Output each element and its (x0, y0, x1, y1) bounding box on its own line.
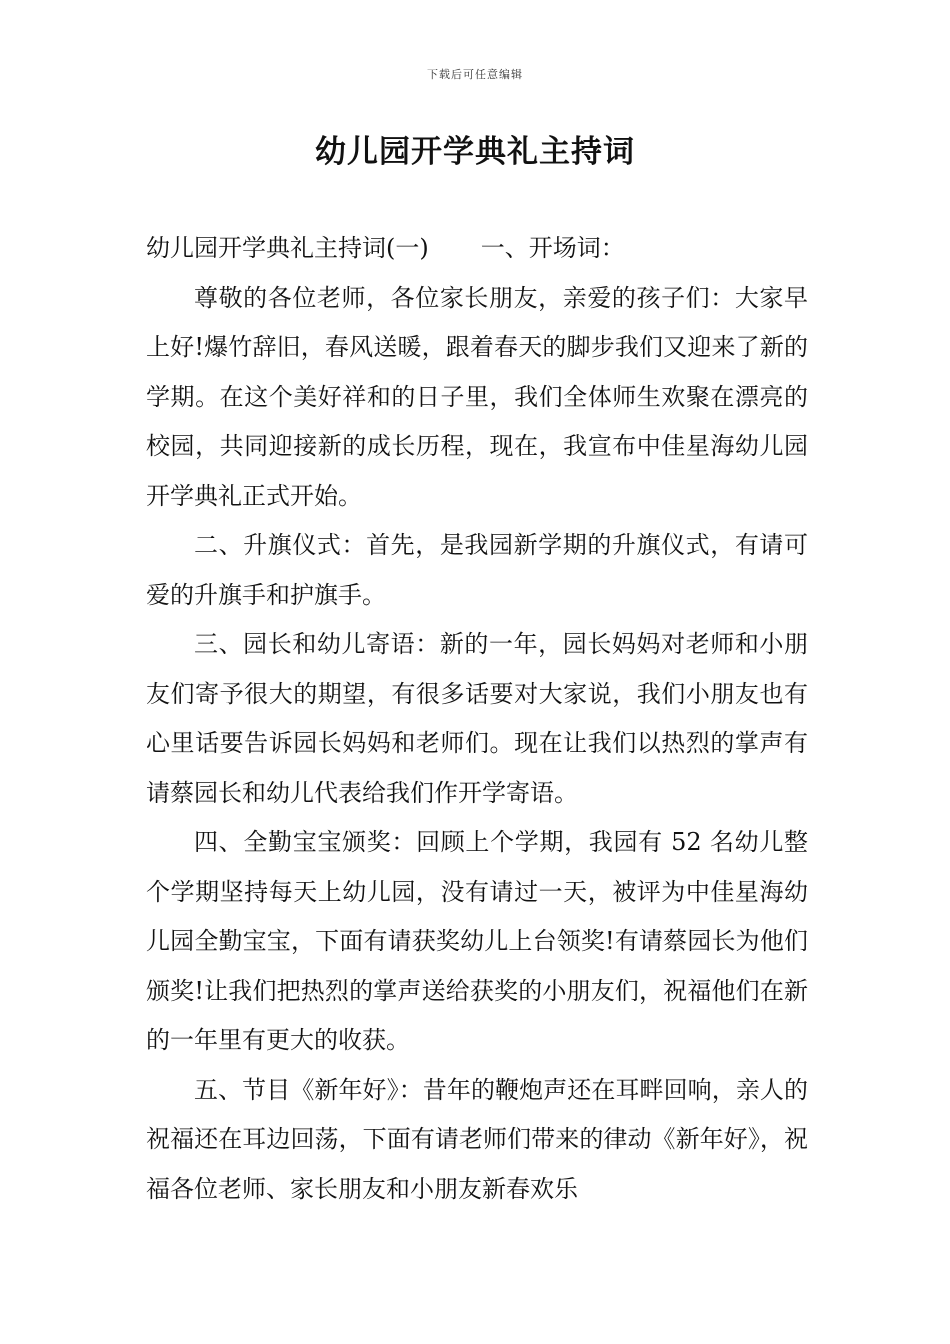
lead-line (146, 224, 808, 274)
paragraph-opening: 尊敬的各位老师，各位家长朋友，亲爱的孩子们：大家早上好!爆竹辞旧，春风送暖，跟着春天的脚步我们又迎来了新的学期。在这个美好祥和的日子里，我们全体师生欢聚在漂亮的校园，共同迎接新的成长历程，现在，我宣布中佳星海幼儿园开学典礼正式开始。 (146, 283, 808, 510)
subsection-heading: 一、开场词： (480, 234, 625, 262)
paragraph-principal-message: 三、园长和幼儿寄语：新的一年，园长妈妈对老师和小朋友们寄予很大的期望，有很多话要对大家说，我们小朋友也有心里话要告诉园长妈妈和老师们。现在让我们以热烈的掌声有请蔡园长和幼儿代表给我们作开学寄语。 (146, 630, 808, 807)
paragraph-new-year-program: 五、节目《新年好》：昔年的鞭炮声还在耳畔回响，亲人的祝福还在耳边回荡，下面有请老师们带来的律动《新年好》，祝福各位老师、家长朋友和小朋友新春欢乐 (146, 1075, 808, 1203)
header-note: 下载后可任意编辑 (427, 68, 523, 81)
document-title: 幼儿园开学典礼主持词 (315, 134, 635, 170)
paragraph-attendance-award: 四、全勤宝宝颁奖：回顾上个学期，我园有 52 名幼儿整个学期坚持每天上幼儿园，没有请过一天，被评为中佳星海幼儿园全勤宝宝，下面有请获奖幼儿上台领奖!有请蔡园长为他们颁奖!让我们把热烈的掌声送给获奖的小朋友们，祝福他们在新的一年里有更大的收获。 (146, 828, 808, 1054)
paragraph-flag-raising: 二、升旗仪式：首先，是我园新学期的升旗仪式，有请可爱的升旗手和护旗手。 (146, 531, 808, 609)
section-heading: 幼儿园开学典礼主持词(一) (146, 234, 429, 262)
document-body (146, 224, 808, 1214)
